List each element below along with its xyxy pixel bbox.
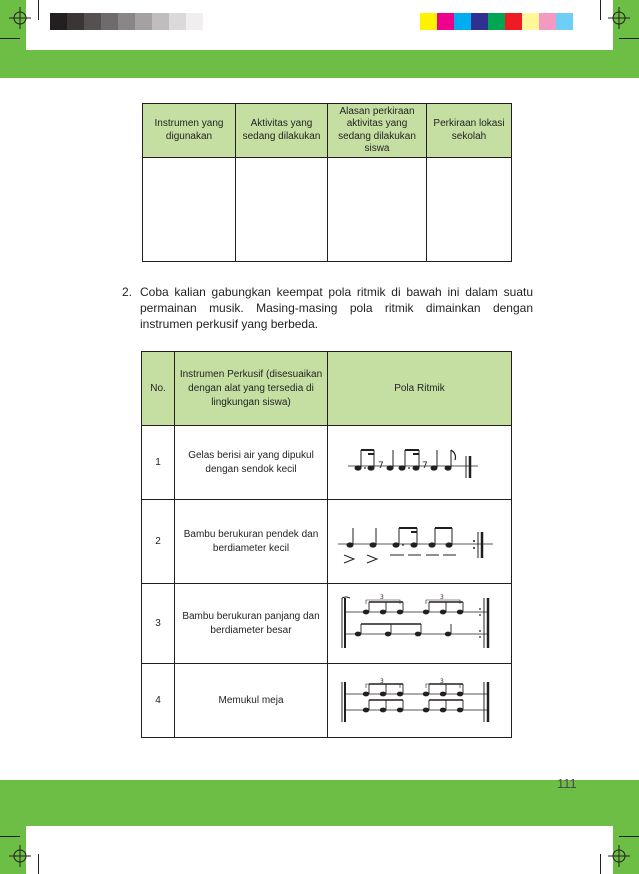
question-text: Coba kalian gabungkan keempat pola ritmik di bawah ini dalam suatu permainan musik. Masing-masing pola ritmik dimainkan dengan instrumen perkusif yang berbeda.: [140, 285, 533, 331]
empty-cell: [427, 158, 512, 262]
color-swatch: [488, 13, 505, 30]
header-no: No.: [142, 352, 175, 426]
crop-mark: [600, 0, 601, 20]
page-number: 111: [557, 776, 577, 791]
note-head: [397, 609, 403, 614]
table-row: [143, 158, 512, 262]
triplet-mark: 3: [380, 677, 384, 685]
rhythm-notation-2: [328, 502, 508, 582]
color-swatch: [186, 13, 203, 30]
color-swatch: [420, 13, 437, 30]
color-swatch: [50, 13, 67, 30]
empty-cell: [143, 158, 236, 262]
note-head: [385, 631, 391, 636]
instrument-name: Bambu berukuran pendek dan berdiameter kecil: [175, 500, 328, 584]
color-swatch: [101, 13, 118, 30]
book-title: Seni Budaya: [368, 782, 425, 793]
note-head: [397, 707, 403, 712]
svg-text:7: 7: [378, 460, 384, 471]
note-head: [397, 691, 403, 696]
question-2: [122, 284, 533, 332]
svg-text:7: 7: [422, 460, 428, 471]
rhythm-pattern-table: [141, 351, 512, 738]
color-swatch: [471, 13, 488, 30]
crop-mark: [0, 836, 20, 837]
table-row: [142, 664, 512, 738]
note-head: [355, 631, 361, 636]
note-head: [440, 707, 446, 712]
rhythm-score-1: [328, 426, 512, 500]
rhythm-score-4: [328, 664, 512, 738]
color-swatch: [539, 13, 556, 30]
rhythm-notation-1: [328, 428, 508, 498]
note-head: [423, 609, 429, 614]
note-head: [440, 609, 446, 614]
registration-mark: [9, 845, 31, 867]
crop-mark: [38, 854, 39, 874]
note-head: [457, 609, 463, 614]
note-head: [363, 707, 369, 712]
note-head: [457, 707, 463, 712]
crop-mark: [0, 38, 20, 39]
header-activity: Aktivitas yang sedang dilakukan: [236, 104, 328, 158]
row-number: 1: [142, 426, 175, 500]
triplet-mark: 3: [440, 677, 444, 685]
instrument-name: Gelas berisi air yang dipukul dengan sendok kecil: [175, 426, 328, 500]
rhythm-notation-3: [328, 586, 508, 662]
registration-mark: [608, 7, 630, 29]
empty-cell: [236, 158, 328, 262]
color-swatch: [84, 13, 101, 30]
color-swatch: [152, 13, 169, 30]
color-swatch: [505, 13, 522, 30]
instrument-name: Bambu berukuran panjang dan berdiameter besar: [175, 584, 328, 664]
color-swatch: [135, 13, 152, 30]
header-instrument: Instrumen yang digunakan: [143, 104, 236, 158]
row-number: 2: [142, 500, 175, 584]
color-swatch: [437, 13, 454, 30]
crop-mark: [38, 0, 39, 20]
note-head: [423, 707, 429, 712]
crop-mark: [600, 854, 601, 874]
note-head: [423, 691, 429, 696]
instrument-name: Memukul meja: [175, 664, 328, 738]
rhythm-score-3: [328, 584, 512, 664]
table-row: [142, 426, 512, 500]
note-head: [380, 609, 386, 614]
triplet-mark: 3: [380, 593, 384, 601]
table-row: [142, 584, 512, 664]
note-head: [445, 631, 451, 636]
registration-mark: [9, 7, 31, 29]
header-pattern: Pola Ritmik: [328, 352, 512, 426]
note-head: [380, 691, 386, 696]
table-header-row: [143, 104, 512, 158]
note-head: [363, 609, 369, 614]
note-head: [415, 631, 421, 636]
note-head: [440, 691, 446, 696]
crop-mark: [619, 836, 639, 837]
note-head: [457, 691, 463, 696]
color-swatch: [118, 13, 135, 30]
header-instrument: Instrumen Perkusif (disesuaikan dengan alat yang tersedia di lingkungan siswa): [175, 352, 328, 426]
registration-mark: [608, 845, 630, 867]
note-head: [380, 707, 386, 712]
table-row: [142, 500, 512, 584]
crop-mark: [619, 38, 639, 39]
grayscale-color-bar: [50, 13, 203, 30]
bottom-white-notch: [26, 826, 613, 874]
rhythm-notation-4: [328, 666, 508, 736]
color-swatch: [454, 13, 471, 30]
row-number: 3: [142, 584, 175, 664]
cmyk-color-bar: [420, 13, 573, 30]
color-swatch: [556, 13, 573, 30]
color-swatch: [169, 13, 186, 30]
color-swatch: [67, 13, 84, 30]
note-head: [363, 691, 369, 696]
rhythm-score-2: [328, 500, 512, 584]
color-swatch: [522, 13, 539, 30]
observation-table: [142, 103, 512, 262]
question-number: 2.: [122, 285, 133, 299]
table-header-row: [142, 352, 512, 426]
triplet-mark: 3: [440, 593, 444, 601]
header-reason: Alasan perkiraan aktivitas yang sedang dilakukan siswa: [328, 104, 427, 158]
row-number: 4: [142, 664, 175, 738]
header-location: Perkiraan lokasi sekolah: [427, 104, 512, 158]
empty-cell: [328, 158, 427, 262]
